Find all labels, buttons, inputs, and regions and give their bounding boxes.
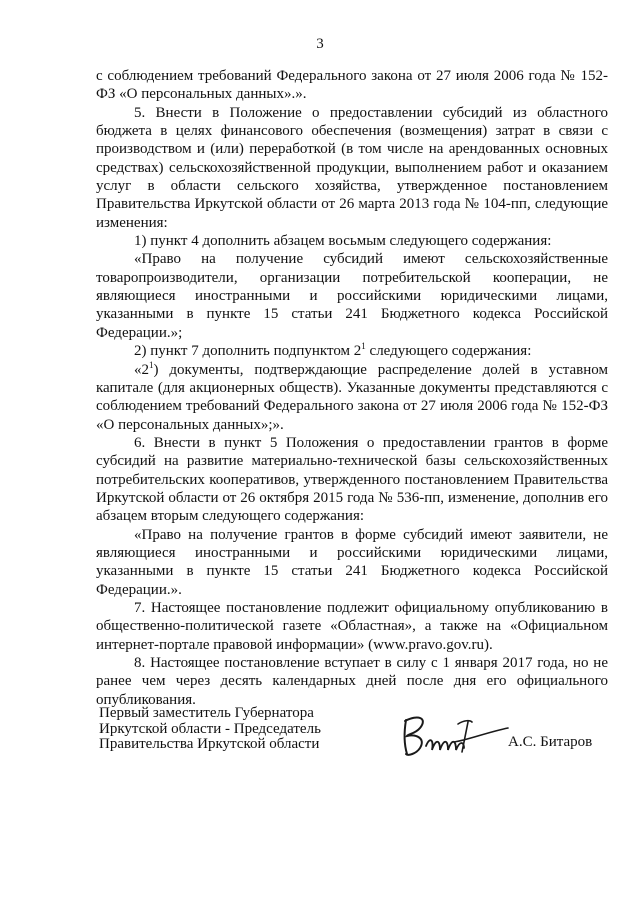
paragraph-text: 7. Настоящее постановление подлежит официальному опубликованию в общественно-политической газете «Областная», а также на «Официальном интернет-портале правовой информации» (www.pravo.gov.ru). <box>96 599 608 653</box>
body-paragraph <box>96 104 608 232</box>
body-paragraph <box>96 434 608 526</box>
paragraph-text: следующего содержания: <box>365 343 532 360</box>
paragraph-text: с соблюдением требований Федерального закона от 27 июля 2006 года № 152-ФЗ «О персональных данных».». <box>96 68 608 103</box>
paragraph-text: «Право на получение грантов в форме субсидий имеют заявители, не являющиеся иностранными и российскими юридическими лицами, указанными в пункте 15 статьи 241 Бюджетного кодекса Российской Федерации.». <box>96 526 608 598</box>
body-paragraph <box>96 599 608 654</box>
superscript: 1 <box>361 341 366 352</box>
paragraph-text: 8. Настоящее постановление вступает в силу с 1 января 2017 года, но не ранее чем через десять календарных дней после дня его официального опубликования. <box>96 655 608 708</box>
body-paragraph <box>96 67 608 104</box>
body-paragraph <box>96 232 608 250</box>
paragraph-text: 6. Внести в пункт 5 Положения о предоставлении грантов в форме субсидий на развитие материально-технической базы сельскохозяйственных потребительских кооперативов, утвержденного постановлением Правительства Иркутской области от 26 октября 2015 года № 536-пп, изменение, дополнив его абзацем вторым следующего содержания: <box>96 434 608 525</box>
paragraph-text: 2) пункт 7 дополнить подпунктом 2 <box>134 343 362 360</box>
superscript: 1 <box>149 359 154 370</box>
paragraph-text: 5. Внести в Положение о предоставлении субсидий из областного бюджета в целях финансового обеспечения (возмещения) затрат в связи с производством и (или) переработкой (в том числе на арендованных основных средствах) сельскохозяйственной продукции, выполнением работ и оказанием услуг в области сельского хозяйства, утвержденное постановлением Правительства Иркутской области от 26 марта 2013 года № 104-пп, следующие изменения: <box>96 104 608 231</box>
signer-title: Первый заместитель Губернатора Иркутской области - Председатель Правительства Иркутской области <box>99 705 321 752</box>
body-paragraph <box>96 250 608 342</box>
paragraph-text: 1) пункт 4 дополнить абзацем восьмым следующего содержания: <box>134 233 552 250</box>
paragraph-text: «Право на получение субсидий имеют сельскохозяйственные товаропроизводители, организации потребительской кооперации, не являющиеся иностранными и российскими юридическими лицами, указанными в пункте 15 статьи 241 Бюджетного кодекса Российской Федерации.»; <box>96 251 608 341</box>
signature-block <box>96 706 608 766</box>
body-paragraph <box>96 361 608 434</box>
page-number: 3 <box>316 36 324 52</box>
body-paragraph <box>96 654 608 709</box>
handwritten-signature <box>398 710 510 760</box>
body-paragraph <box>96 342 608 360</box>
signer-name: А.С. Битаров <box>508 734 593 750</box>
paragraph-text: ) документы, подтверждающие распределение долей в уставном капитале (для акционерных обществ). Указанные документы представляются с соблюдением требований Федерального закона от 27 июля 2006 года № 152-ФЗ «О персональных данных»;». <box>96 361 608 433</box>
body-paragraph <box>96 526 608 599</box>
document-body <box>96 67 608 709</box>
paragraph-text: «2 <box>134 361 149 378</box>
